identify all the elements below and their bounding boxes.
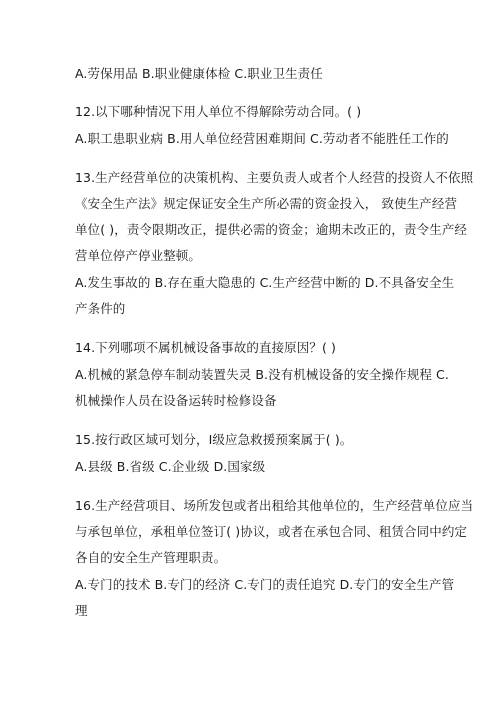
q15-stem: 15.按行政区域可划分，Ⅰ级应急救援预案属于( )。 bbox=[75, 432, 353, 447]
q16-stem-line-3: 各自的安全生产管理职责。 bbox=[75, 550, 227, 565]
q11-options: A.劳保用品 B.职业健康体检 C.职业卫生责任 bbox=[75, 66, 323, 81]
q14-options-line-2: 机械操作人员在设备运转时检修设备 bbox=[75, 393, 277, 408]
q16-stem-line-2: 与承包单位，承租单位签订( )协议，或者在承包合同、租赁合同中约定 bbox=[75, 524, 468, 539]
q12-options: A.职工患职业病 B.用人单位经营困难期间 C.劳动者不能胜任工作的 bbox=[75, 131, 449, 146]
q13-options-line-1: A.发生事故的 B.存在重大隐患的 C.生产经营中断的 D.不具备安全生 bbox=[75, 275, 455, 290]
q16-options-line-1: A.专门的技术 B.专门的经济 C.专门的责任追究 D.专门的安全生产管 bbox=[75, 577, 455, 592]
q14-options-line-1: A.机械的紧急停车制动装置失灵 B.没有机械设备的安全操作规程 C. bbox=[75, 367, 449, 382]
q13-stem-line-1: 13.生产经营单位的决策机构、主要负责人或者个人经营的投资人不依照 bbox=[75, 170, 474, 185]
q13-stem-line-2: 《安全生产法》规定保证安全生产所必需的资金投入， 致使生产经营 bbox=[75, 196, 458, 211]
q15-options: A.县级 B.省级 C.企业级 D.国家级 bbox=[75, 459, 266, 474]
q13-options-line-2: 产条件的 bbox=[75, 301, 126, 316]
q13-stem-line-4: 营单位停产停业整顿。 bbox=[75, 248, 202, 263]
q16-stem-line-1: 16.生产经营项目、场所发包或者出租给其他单位的，生产经营单位应当 bbox=[75, 498, 474, 513]
q12-stem: 12.以下哪种情况下用人单位不得解除劳动合同。( ) bbox=[75, 104, 362, 119]
q16-options-line-2: 理 bbox=[75, 603, 88, 618]
q14-stem: 14.下列哪项不属机械设备事故的直接原因？( ) bbox=[75, 340, 337, 355]
q13-stem-line-3: 单位( )，责令限期改正，提供必需的资金；逾期未改正的，责令生产经 bbox=[75, 222, 468, 237]
